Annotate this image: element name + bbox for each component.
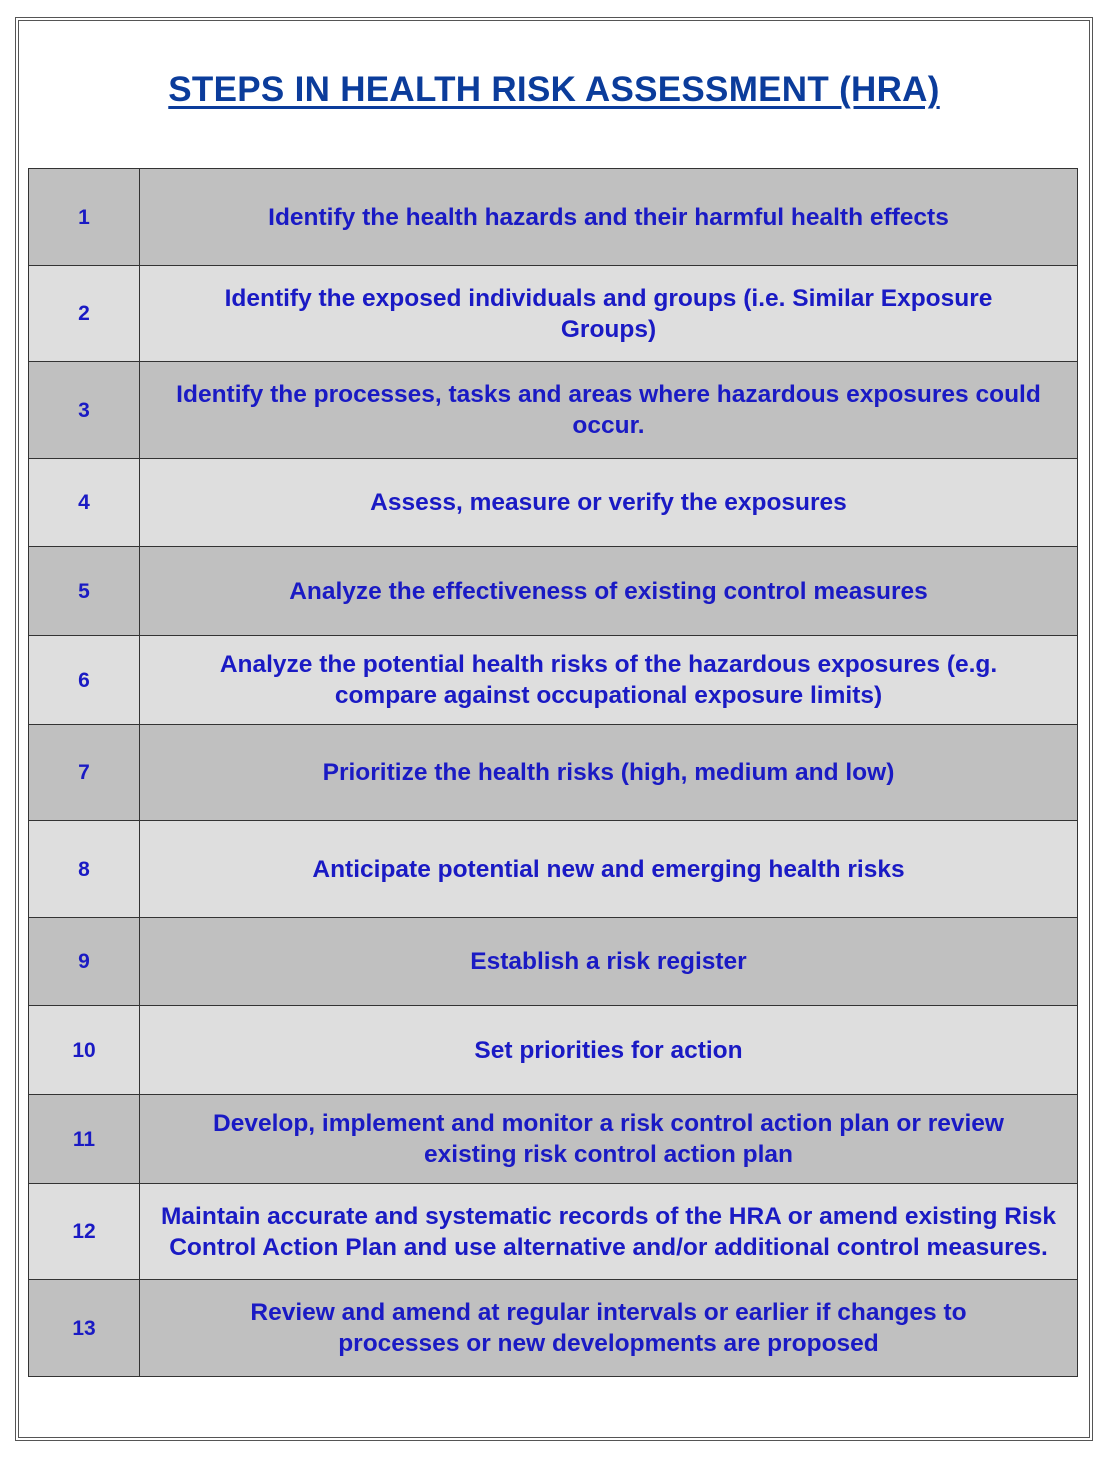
step-number: 2 [29,266,140,362]
step-number: 7 [29,725,140,821]
table-row [29,1184,1078,1280]
table-row [29,459,1078,547]
table-row [29,547,1078,636]
table-row [29,636,1078,725]
step-description: Review and amend at regular intervals or earlier if changes to processes or new developments are proposed [140,1280,1078,1377]
step-number: 9 [29,918,140,1006]
step-description: Prioritize the health risks (high, medium and low) [140,725,1078,821]
step-number: 8 [29,821,140,918]
step-description: Set priorities for action [140,1006,1078,1095]
table-row [29,169,1078,266]
step-number: 13 [29,1280,140,1377]
step-description: Develop, implement and monitor a risk control action plan or review existing risk control action plan [140,1095,1078,1184]
step-number: 5 [29,547,140,636]
hra-steps-table [28,168,1078,1377]
table-row [29,362,1078,459]
step-description: Anticipate potential new and emerging health risks [140,821,1078,918]
step-description: Identify the exposed individuals and groups (i.e. Similar Exposure Groups) [140,266,1078,362]
step-description: Maintain accurate and systematic records of the HRA or amend existing Risk Control Action Plan and use alternative and/or additional control measures. [140,1184,1078,1280]
step-number: 12 [29,1184,140,1280]
step-number: 3 [29,362,140,459]
step-description: Analyze the effectiveness of existing control measures [140,547,1078,636]
step-description: Identify the processes, tasks and areas where hazardous exposures could occur. [140,362,1078,459]
table-row [29,1095,1078,1184]
table-row [29,1280,1078,1377]
table-row [29,918,1078,1006]
step-number: 4 [29,459,140,547]
step-number: 11 [29,1095,140,1184]
table-row [29,821,1078,918]
step-number: 10 [29,1006,140,1095]
table-row [29,266,1078,362]
step-description: Analyze the potential health risks of the hazardous exposures (e.g. compare against occupational exposure limits) [140,636,1078,725]
step-description: Establish a risk register [140,918,1078,1006]
step-description: Identify the health hazards and their harmful health effects [140,169,1078,266]
table-row [29,725,1078,821]
table-row [29,1006,1078,1095]
page-title: STEPS IN HEALTH RISK ASSESSMENT (HRA) [168,70,940,109]
step-number: 6 [29,636,140,725]
step-description: Assess, measure or verify the exposures [140,459,1078,547]
step-number: 1 [29,169,140,266]
